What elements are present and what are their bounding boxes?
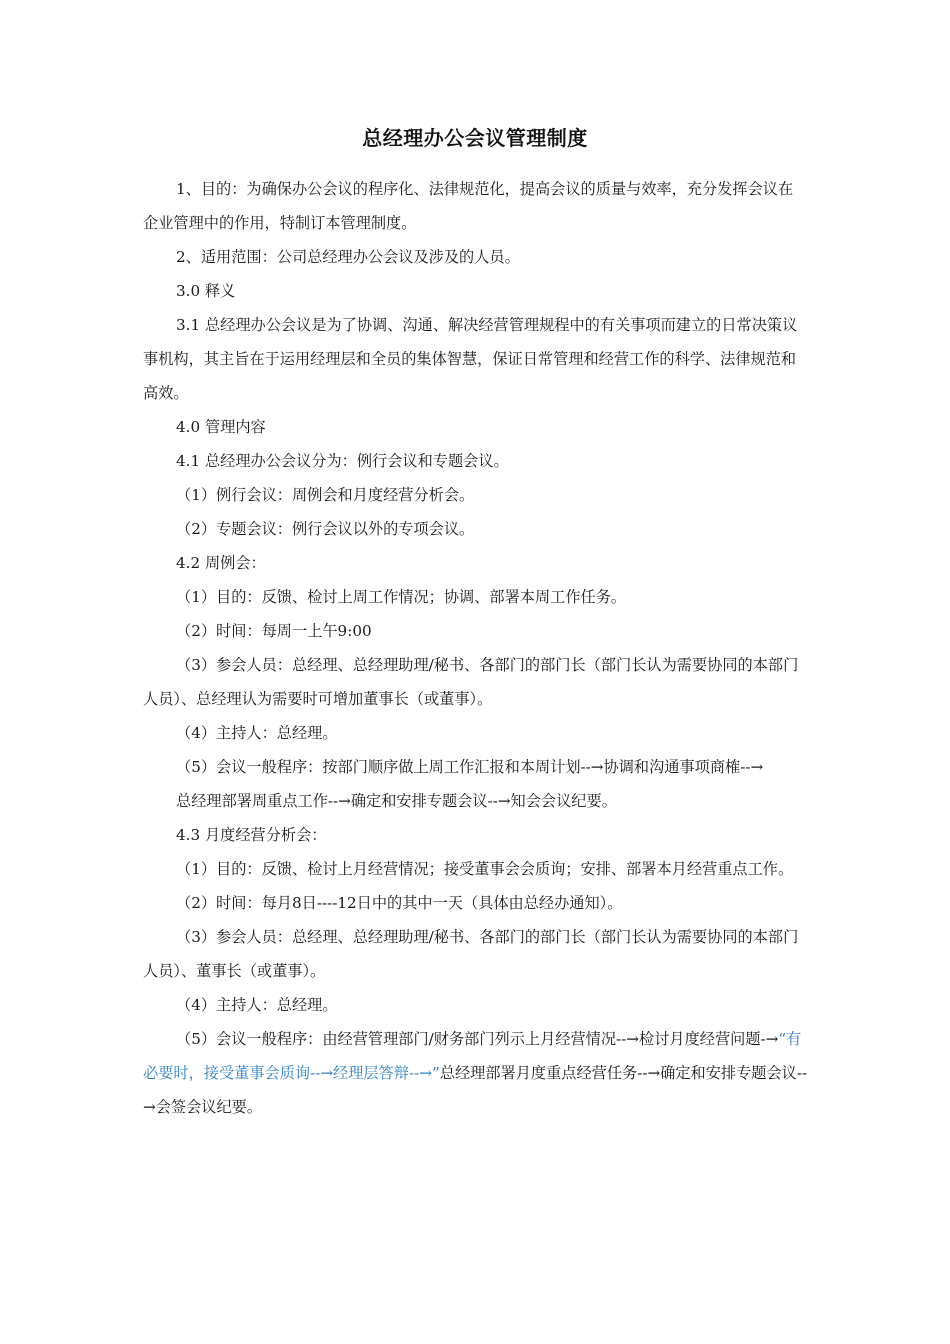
section-heading-monthly: 4.3 月度经营分析会： — [176, 826, 327, 844]
section-heading-management: 4.0 管理内容 — [176, 418, 266, 436]
list-item-monthly-host: （4）主持人：总经理。 — [176, 996, 338, 1014]
list-item-weekly-procedure: （5）会议一般程序：按部门顺序做上周工作汇报和本周计划--→协调和沟通事项商榷--→ — [176, 758, 764, 776]
list-item-monthly-attendees: （3）参会人员：总经理、总经理助理/秘书、各部门的部门长（部门长认为需要协同的本部门人员）、董事长（或董事）。 — [143, 928, 799, 980]
list-item-weekly-procedure-continued: 总经理部署周重点工作--→确定和安排专题会议--→知会会议纪要。 — [176, 792, 617, 810]
paragraph-4-1: 4.1 总经理办公会议分为：例行会议和专题会议。 — [176, 452, 509, 470]
procedure-text-part1: （5）会议一般程序：由经营管理部门/财务部门列示上月经营情况--→检讨月度经营问题-→ — [176, 1030, 779, 1048]
section-heading-weekly: 4.2 周例会： — [176, 554, 266, 572]
section-heading-definitions: 3.0 释义 — [176, 282, 236, 300]
document-title: 总经理办公会议管理制度 — [362, 126, 588, 150]
paragraph-definition-3-1: 3.1 总经理办公会议是为了协调、沟通、解决经营管理规程中的有关事项而建立的日常决策议事机构，其主旨在于运用经理层和全员的集体智慧，保证日常管理和经营工作的科学、法律规范和高效。 — [143, 316, 798, 402]
list-item-regular-meetings: （1）例行会议：周例会和月度经营分析会。 — [176, 486, 475, 504]
list-item-special-meetings: （2）专题会议：例行会议以外的专项会议。 — [176, 520, 475, 538]
document-body — [143, 172, 808, 1124]
list-item-monthly-time: （2）时间：每月8日----12日中的其中一天（具体由总经办通知）。 — [176, 894, 623, 912]
paragraph-purpose: 1、目的：为确保办公会议的程序化、法律规范化，提高会议的质量与效率，充分发挥会议在企业管理中的作用，特制订本管理制度。 — [143, 180, 794, 232]
list-item-weekly-purpose: （1）目的：反馈、检讨上周工作情况；协调、部署本周工作任务。 — [176, 588, 627, 606]
procedure-text-part2: 总经理部署月度重点经营任务--→确定和安排专题会议--→会签会议纪要。 — [143, 1064, 808, 1116]
list-item-monthly-purpose: （1）目的：反馈、检讨上月经营情况；接受董事会会质询；安排、部署本月经营重点工作。 — [176, 860, 794, 878]
procedure-highlight-text: “有必要时，接受董事会质询--→经理层答辩--→” — [143, 1030, 802, 1082]
list-item-weekly-attendees: （3）参会人员：总经理、总经理助理/秘书、各部门的部门长（部门长认为需要协同的本部门人员）、总经理认为需要时可增加董事长（或董事）。 — [143, 656, 799, 708]
list-item-monthly-procedure — [143, 1022, 808, 1124]
list-item-weekly-host: （4）主持人：总经理。 — [176, 724, 338, 742]
paragraph-scope: 2、适用范围：公司总经理办公会议及涉及的人员。 — [176, 248, 520, 266]
list-item-weekly-time: （2）时间：每周一上午9:00 — [176, 622, 372, 640]
